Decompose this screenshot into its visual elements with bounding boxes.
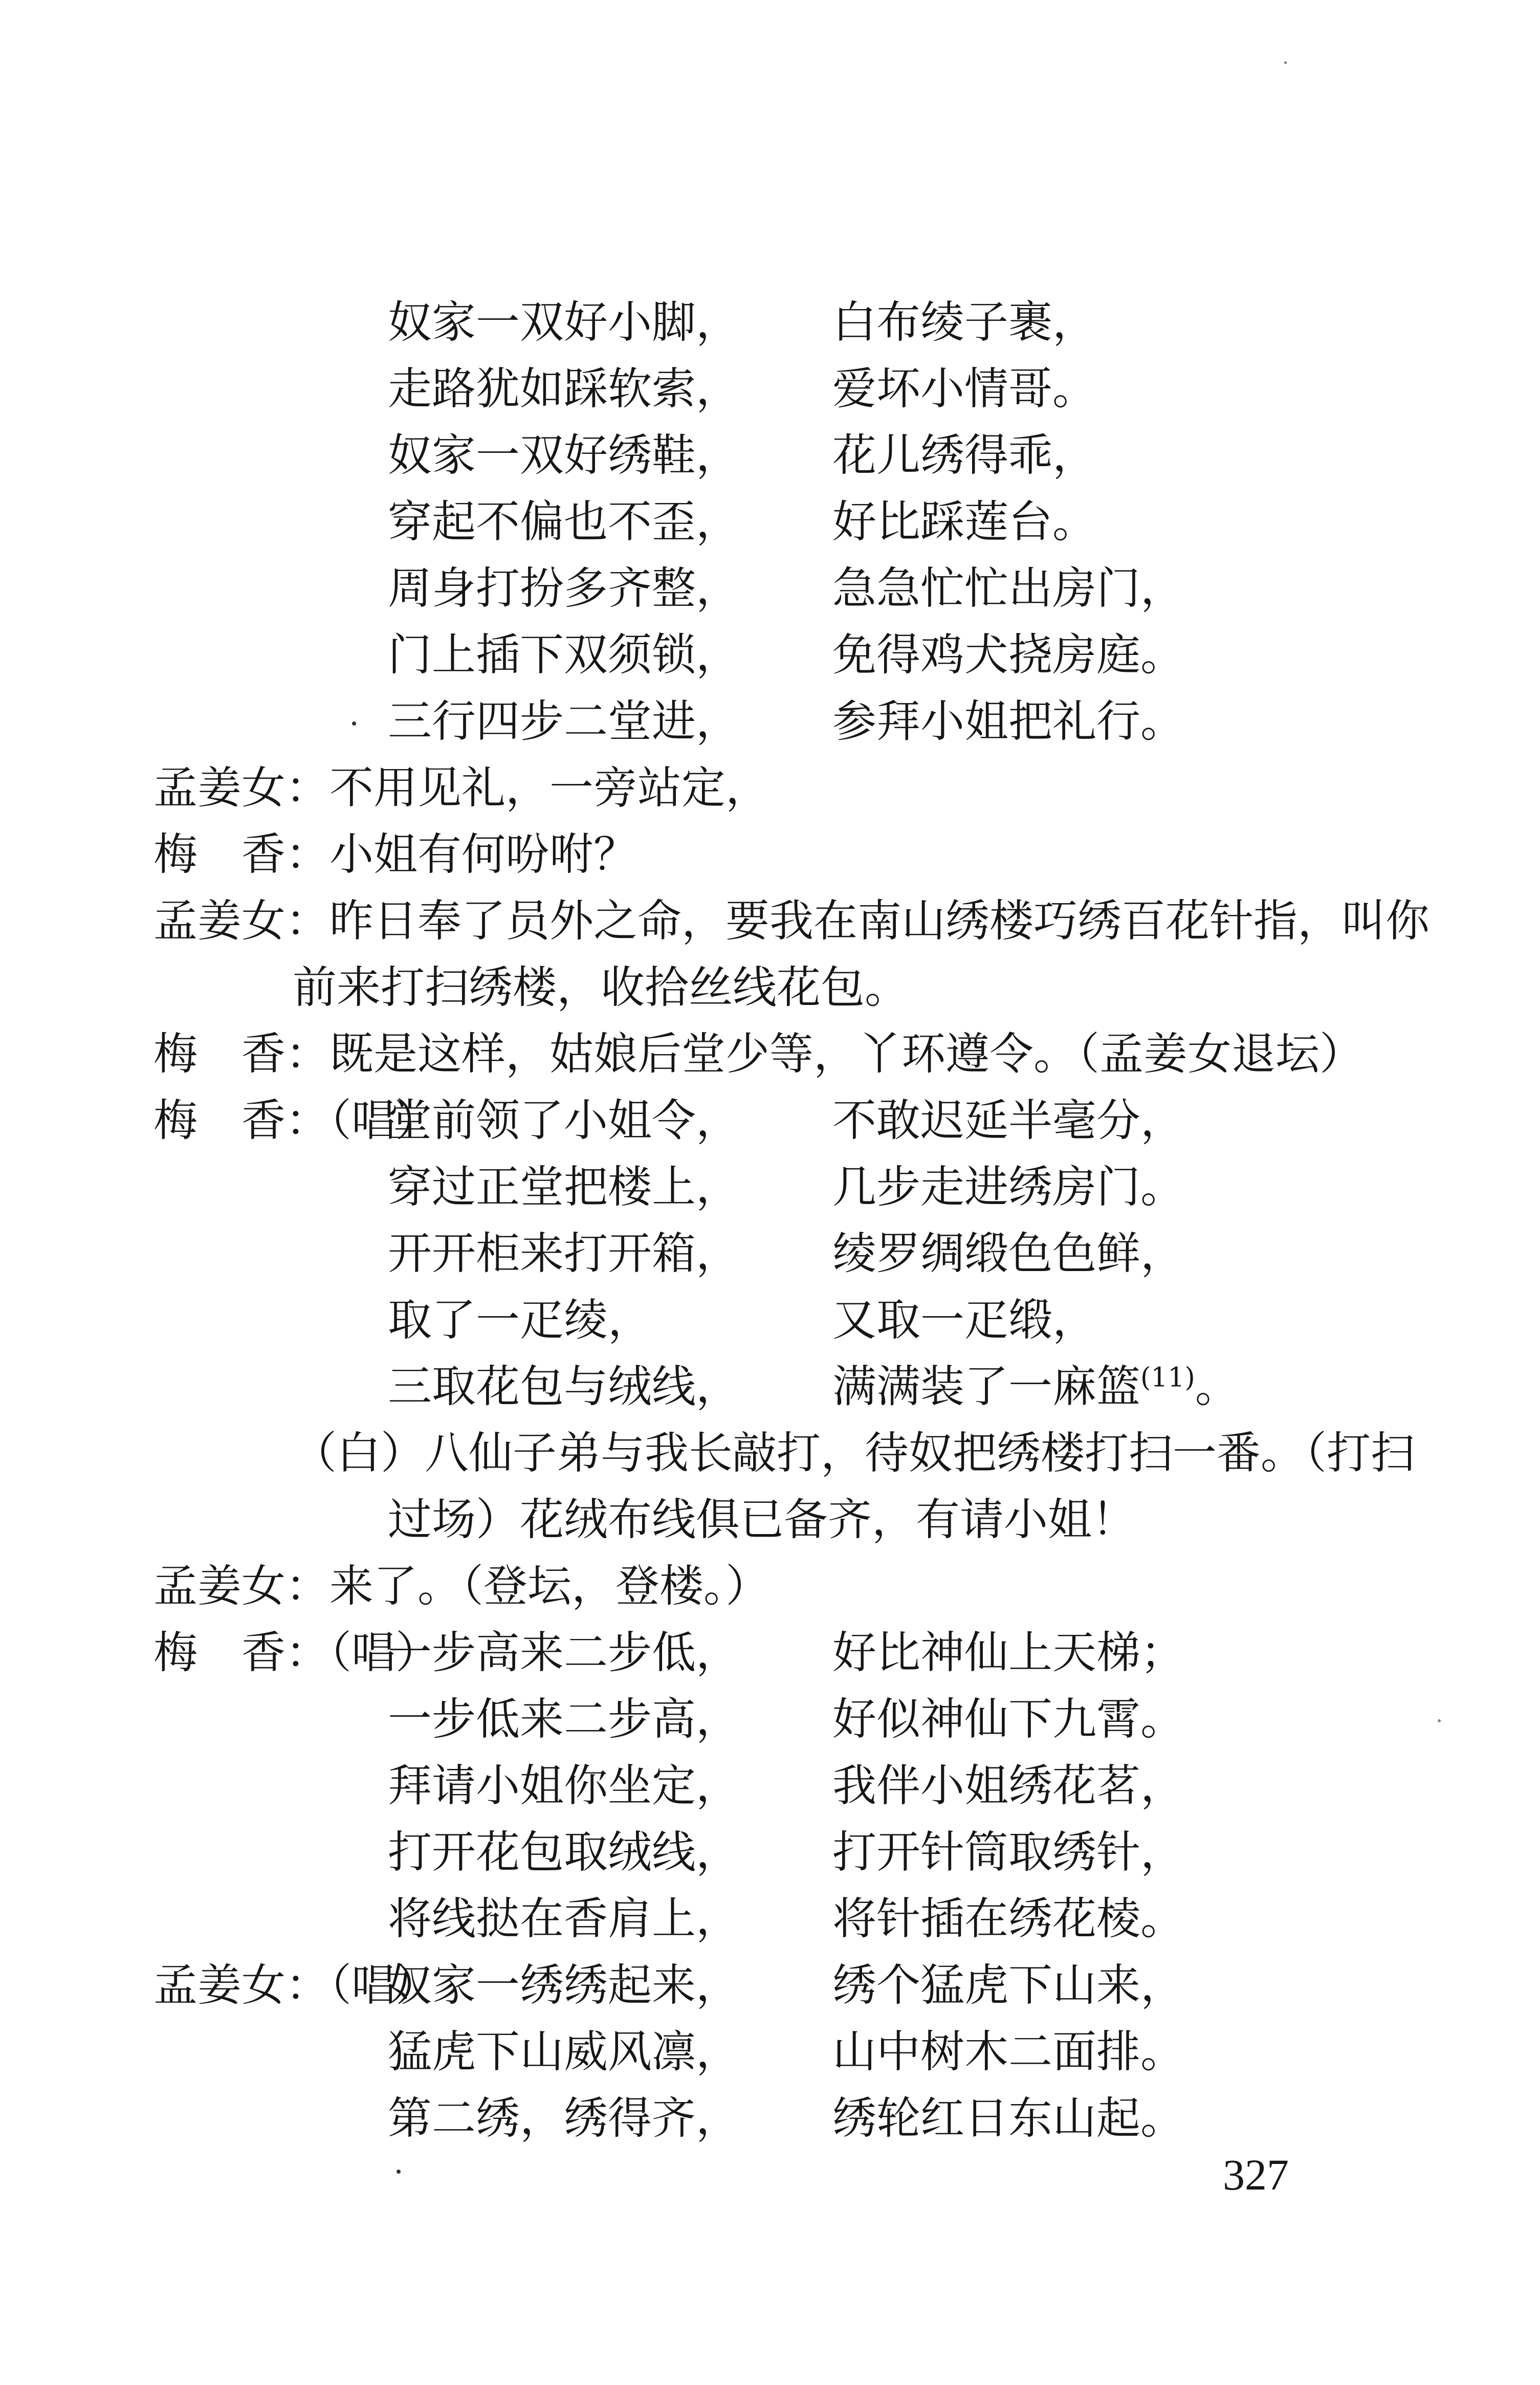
speaker-tag: 孟姜女：（唱） xyxy=(153,1960,439,2011)
verse-left: 第二绣，绣得齐， xyxy=(388,2093,740,2144)
speaker-tag: 梅 香：（唱） xyxy=(153,1095,439,1146)
verse-right: 花儿绣得乖， xyxy=(832,430,1096,481)
verse-right: 绣个猛虎下山来， xyxy=(832,1960,1184,2011)
dialogue-line: 孟姜女：来了。（登坛，登楼。） xyxy=(153,1561,769,1612)
verse-left: 堂前领了小姐令， xyxy=(388,1095,740,1146)
verse-right: 好比踩莲台。 xyxy=(832,496,1096,548)
verse-left: 走路犹如踩软索， xyxy=(388,363,740,414)
verse-left: 穿过正堂把楼上， xyxy=(388,1162,740,1213)
verse-right: 绣轮红日东山起。 xyxy=(832,2093,1184,2144)
verse-right: 参拜小姐把礼行。 xyxy=(832,696,1184,747)
verse-left: 门上插下双须锁， xyxy=(388,629,740,681)
footnote-mark: (11) xyxy=(1140,1362,1195,1393)
verse-left: 穿起不偏也不歪， xyxy=(388,496,740,548)
verse-right: 爱坏小情哥。 xyxy=(832,363,1096,414)
verse-right-with-note xyxy=(832,1361,1239,1412)
verse-right: 打开针筒取绣针， xyxy=(832,1827,1184,1878)
scan-speck xyxy=(352,721,356,726)
verse-left: 一步低来二步高， xyxy=(388,1694,740,1745)
verse-text: 满满装了一麻篮 xyxy=(832,1361,1140,1412)
verse-right: 好比神仙上天梯； xyxy=(832,1627,1184,1678)
verse-left: 打开花包取绒线， xyxy=(388,1827,740,1878)
dialogue-line: 梅 香：既是这样，姑娘后堂少等，丫环遵令。（孟姜女退坛） xyxy=(153,1029,1363,1080)
verse-left: 猛虎下山威风凛， xyxy=(388,2026,740,2077)
verse-left: 奴家一双好绣鞋， xyxy=(388,430,740,481)
verse-right: 不敢迟延半毫分， xyxy=(832,1095,1184,1146)
dialogue-line: 孟姜女：不用见礼，一旁站定， xyxy=(153,762,769,814)
scan-speck xyxy=(397,2170,401,2174)
spoken-line: （白）八仙子弟与我长敲打，待奴把绣楼打扫一番。（打扫 xyxy=(293,1428,1415,1479)
speaker-tag: 梅 香：（唱） xyxy=(153,1627,439,1678)
verse-left: 拜请小姐你坐定， xyxy=(388,1760,740,1811)
verse-right: 免得鸡犬挠房庭。 xyxy=(832,629,1184,681)
verse-left: 三行四步二堂进， xyxy=(388,696,740,747)
verse-right: 我伴小姐绣花茗， xyxy=(832,1760,1184,1811)
page-number: 327 xyxy=(1223,2150,1289,2199)
verse-right: 白布绫子裹， xyxy=(832,297,1096,348)
scan-speck xyxy=(1284,61,1287,64)
verse-right: 绫罗绸缎色色鲜， xyxy=(832,1228,1184,1279)
verse-right: 好似神仙下九霄。 xyxy=(832,1694,1184,1745)
verse-right: 山中树木二面排。 xyxy=(832,2026,1184,2077)
verse-left: 取了一疋绫， xyxy=(388,1295,652,1346)
scan-speck xyxy=(1438,1719,1441,1722)
verse-right: 又取一疋缎， xyxy=(832,1295,1096,1346)
verse-left: 将线挞在香肩上， xyxy=(388,1893,740,1944)
spoken-line-continued: 过场）花绒布线俱已备齐，有请小姐！ xyxy=(388,1494,1136,1545)
verse-left: 开开柜来打开箱， xyxy=(388,1228,740,1279)
verse-left: 周身打扮多齐整， xyxy=(388,563,740,614)
dialogue-line: 梅 香：小姐有何吩咐？ xyxy=(153,829,637,880)
verse-end-punct: 。 xyxy=(1195,1361,1239,1412)
verse-left: 三取花包与绒线， xyxy=(388,1361,740,1412)
verse-right: 急急忙忙出房门， xyxy=(832,563,1184,614)
verse-left: 奴家一绣绣起来， xyxy=(388,1960,740,2011)
verse-right: 将针插在绣花棱。 xyxy=(832,1893,1184,1944)
verse-left: 奴家一双好小脚， xyxy=(388,297,740,348)
dialogue-line: 孟姜女：昨日奉了员外之命，要我在南山绣楼巧绣百花针指，叫你 xyxy=(153,895,1429,947)
dialogue-line-continued: 前来打扫绣楼，收拾丝线花包。 xyxy=(293,962,909,1013)
verse-left: 一步高来二步低， xyxy=(388,1627,740,1678)
verse-right: 几步走进绣房门。 xyxy=(832,1162,1184,1213)
